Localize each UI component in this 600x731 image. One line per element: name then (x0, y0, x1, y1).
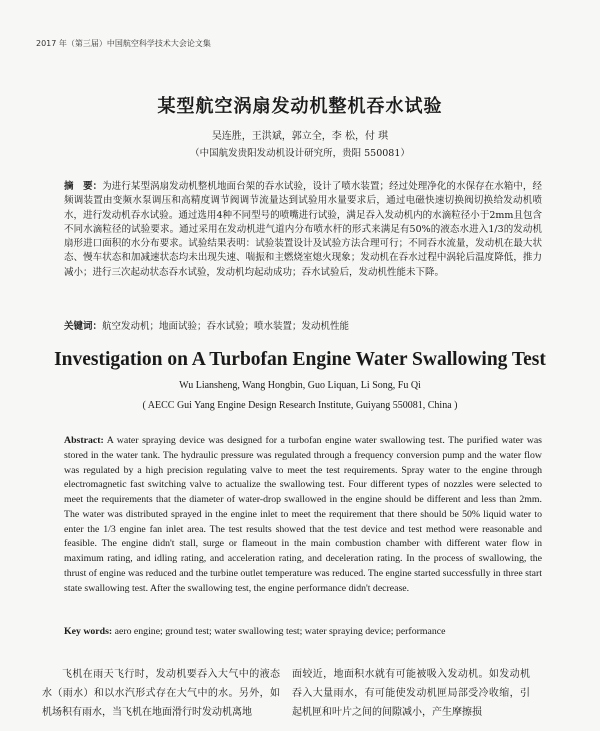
chinese-abstract (64, 180, 542, 280)
english-abstract-label: Abstract: (64, 435, 104, 446)
chinese-abstract-label: 摘 要： (64, 181, 103, 192)
english-abstract (64, 434, 542, 596)
chinese-keywords (64, 318, 542, 332)
chinese-affiliation: （中国航发贵阳发动机设计研究所，贵阳 550081） (190, 148, 410, 159)
body-column-right: 面较近，地面积水就有可能被吸入发动机。如发动机吞入大量雨水，有可能使发动机匣局部受冷收缩，引起机匣和叶片之间的间隙减小，产生摩擦损 (292, 669, 530, 718)
english-keywords-label: Key words: (64, 626, 113, 637)
english-authors: Wu Liansheng, Wang Hongbin, Guo Liquan, Li Song, Fu Qi (179, 380, 421, 391)
english-affiliation: ( AECC Gui Yang Engine Design Research Institute, Guiyang 550081, China ) (142, 400, 458, 411)
english-keywords-text: aero engine; ground test; water swallowing test; water spraying device; performance (112, 626, 446, 637)
english-title: Investigation on A Turbofan Engine Water Swallowing Test (54, 349, 546, 370)
chinese-authors: 吴连胜，王洪斌，郭立全，李 松，付 琪 (211, 131, 389, 142)
chinese-abstract-text: 为进行某型涡扇发动机整机地面台架的吞水试验，设计了喷水装置；经过处理净化的水保存在水箱中，经频调装置由变频水泵调压和高精度调节阀调节流量达到试验用水量要求后，通过电磁快速切换阀切换给发动机喷水，进行发动机吞水试验。通过选用4种不同型号的喷嘴进行试验，满足吞入发动机内的水滴粒径小于2mm且包含不同水滴粒径的试验要求。通过采用在发动机进气道内分布喷水杆的形式来满足有50%的液态水进入1/3的发动机扇形进口面积的水分布要求。试验结果表明：试验装置设计及试验方法合理可行；不同吞水流量，发动机在最大状态、慢车状态和加减速状态均未出现失速、喘振和主燃烧室熄火现象；发动机在吞水过程中涡轮后温度降低，推力减小；进行三次起动状态吞水试验，发动机均起动成功；吞水试验后，发动机性能未下降。 (64, 181, 542, 278)
chinese-keywords-label: 关键词： (64, 321, 103, 332)
chinese-keywords-text: 航空发动机；地面试验；吞水试验；喷水装置；发动机性能 (102, 321, 350, 332)
body-column-left: 飞机在雨天飞行时，发动机要吞入大气中的液态水（雨水）和以水汽形式存在大气中的水。另外，如机场积有雨水，当飞机在地面滑行时发动机离地 (42, 669, 280, 718)
english-abstract-text: A water spraying device was designed for a turbofan engine water swallowing test. The purified water was stored in the water tank. The hydraulic pressure was regulated through a frequency conversion pump and the water flow was regulated by a high precision regulating valve to meet the test requirements. Spray water to the engine through electromagnetic fast switching valve to actualize the swallowing test. Four different types of nozzles were selected to meet the requirements that the diameter of water-drop swallowed in the engine should be different and less than 2mm. The water was distributed sprayed in the engine inlet to meet the requirement that there should be 50% liquid water to enter the 1/3 engine fan inlet area. The test results showed that the test device and test method were reasonable and feasible. The engine didn't stall, surge or flameout in the main combustion chamber with different water flow in maximum rating, and idling rating, and acceleration rating, and deceleration rating. In the process of swallowing, the thrust of engine was reduced and the turbine outlet temperature was reduced. The engine started successfully in three start state swallowing test. After the swallowing test, the engine performance didn't decrease. (64, 435, 542, 594)
english-keywords (64, 626, 542, 637)
running-header: 2017 年（第三届）中国航空科学技术大会论文集 (36, 39, 211, 48)
chinese-title: 某型航空涡扇发动机整机吞水试验 (157, 96, 443, 117)
